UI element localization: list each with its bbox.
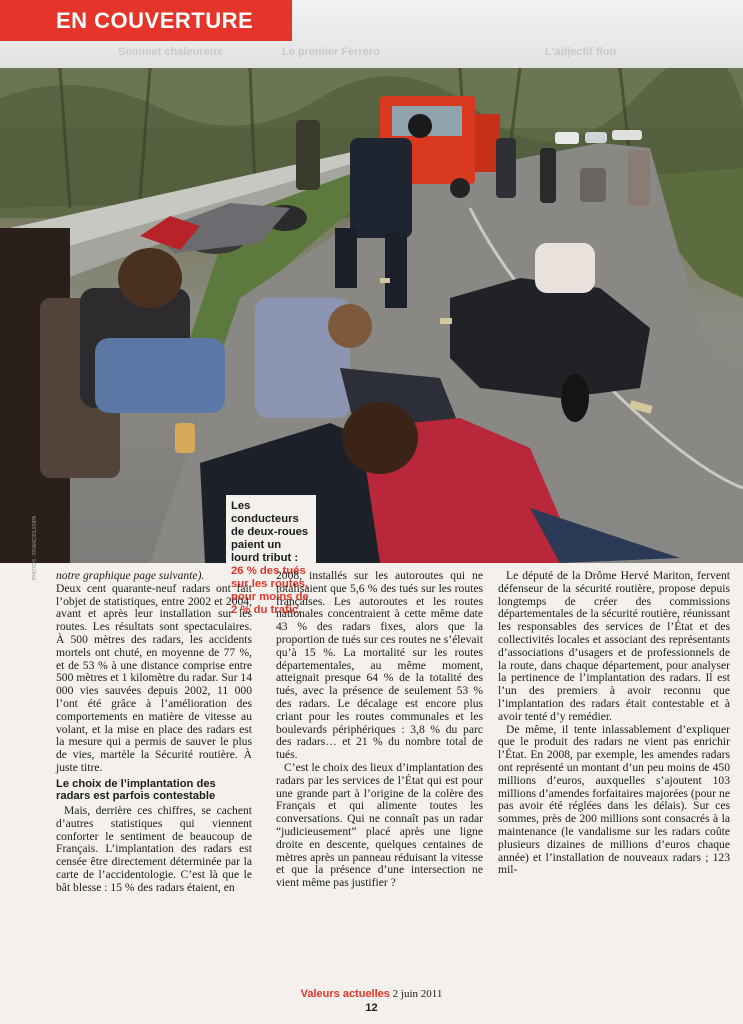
subheading: Le choix de l’implantation des radars est parfois contestable [56,777,216,803]
ghost-nav-item: Le premier Ferrero [282,46,380,58]
page-number: 12 [365,1002,378,1014]
column-1-lead: notre graphique page suivante). [56,569,205,582]
section-tag: EN COUVERTURE [0,0,292,41]
column-1-paragraph: Deux cent quarante-neuf radars ont fait l’objet de statistiques, entre 2002 et 2004, avant et après leur installation sur les routes. Les résultats sont spectaculaires. À 500 mètres des radars, les accidents mortels ont chuté, en moyenne de 77 %, et de 53 % à une distance comprise entre 500 mètres et 1 kilomètre du radar. Sur 14 000 vies sauvées depuis 2002, 11 000 l’ont été grâce à l’amélioration des comportements en matière de vitesse au volant, et la mise en place des radars est la mesure qui a permis de sauver le plus de vies, martèle la Sécurité routière. À juste titre. [56,581,252,774]
column-2-paragraph: C’est le choix des lieux d’implantation des radars par les services de l’État qui est pour une grande part à l’origine de la colère des Français et qui alimente toutes les conversations. Qui ne connaît pas un radar “judicieusement” placé après une ligne droite en descente, quelques centaines de mètres après un panneau réduisant la vitesse et que la présence d’une intersection ne vient même pas justifier ? [276,760,483,890]
page-footer [0,988,743,1000]
column-3-paragraph: De même, il tente inlassablement d’expliquer que le produit des radars ne vient pas enrichir l’État. En 2008, par exemple, les amendes radars ont représenté un montant d’un peu moins de 450 millions d’euros, auxquelles s’ajoutent 103 millions d’amendes forfaitaires majorées (pour ne pas avoir été réglées dans les délais). Sur ces sommes, près de 200 millions sont consacrés à la maintenance (le vandalisme sur les radars coûte plusieurs dizaines de millions d’euros chaque année) et l’installation de nouveaux radars ; 123 mil- [498,722,730,877]
article-column-2 [276,570,483,890]
column-2-paragraph: 2008, installés sur les autoroutes qui ne totalisaient que 5,6 % des tués sur les routes françaises. Les autoroutes et les routes nationales concentraient à cette même date 43 % des radars fixes, alors que la proportion de tués sur ces routes ne s’élevait qu’à 15 %. La mortalité sur les routes départementales, au même moment, atteignait presque 64 % de la totalité des tués, avec la présence de seulement 53 % des radars. Le décalage est encore plus criant pour les routes communales et les boulevards périphériques : 3,8 % du parc des radars… et 21 % du nombre total de tués. [276,569,483,762]
photo-credit: PHOTOS : FRANCIOLI/SIPA [32,515,38,580]
magazine-name: Valeurs actuelles [300,988,390,1000]
issue-date: 2 juin 2011 [392,988,443,1000]
accident-scene-illustration [0,68,743,563]
caption-text: Les conducteurs de deux-roues paient un lourd tribut : [231,500,309,564]
caption-highlight: 26 % des tués sur les routes, pour moins de 2 % du trafic. [231,565,309,616]
column-1-paragraph: Mais, derrière ces chiffres, se cachent d’autres statistiques qui viennent conforter le sentiment de beaucoup de Français. L’implantation des radars est censée être directement déterminée par la carte de l’accidentologie. C’est là que le bât blesse : 15 % des radars étaient, en [56,803,252,894]
article-column-3 [498,570,730,877]
article-column-1 [56,570,252,895]
ghost-nav-item: L'adjectif flou [545,46,617,58]
cover-photo [0,68,743,563]
column-3-paragraph: Le député de la Drôme Hervé Mariton, fervent défenseur de la sécurité routière, propose depuis longtemps de créer des commissions départementales de la sécurité routière, réunissant les responsables des services de l’État et des collectivités locales et associant des représentants d’associations d’usagers et de professionnels de la route, dans chaque département, pour analyser la pertinence de l’implantation des radars. Il est l’un des premiers à avoir reconnu que l’implantation des radars était contestable et à avoir tenté d’y remédier. [498,569,730,723]
ghost-nav-item: Sommet chaleureux [118,46,223,58]
